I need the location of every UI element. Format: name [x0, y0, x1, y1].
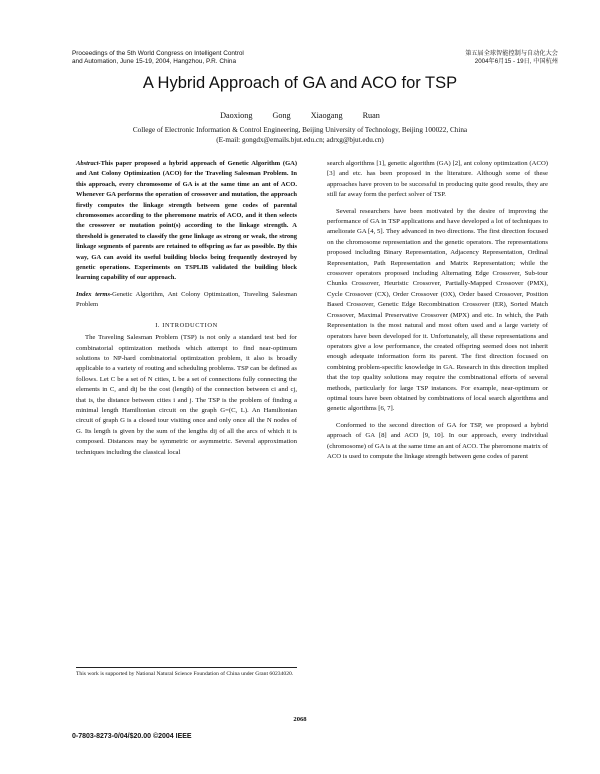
right-column [327, 159, 548, 462]
right-paragraph-2: Several researchers have been motivated by the desire of improving the performance of GA in TSP applications and have developed a lot of techniques to ameliorate GA [4, 5]. They advanced in two directions. The first direction focused on the chromosome representation and the genetic operators. The representations proposed including Binary Representation, Adjacency Representation, Ordinal Representation, Path Representation and Matrix Representation; while the crossover operators proposed including Alternating Edge Crossover, Sub-tour Chunks Crossover, Heuristic Crossover, Partially-Mapped Crossover (PMX), Cycle Crossover (CX), Order Crossover (OX), Order based Crossover, Position Based Crossover, Genetic Edge Recombination Crossover (ER), Sorted Match Crossover, Maximal Preservative Crossover (MPX) and etc. In which, the Path Representation is the most natural and most often used and a large variety of operators have been developed for it. Unfortunately, all these representations and operators give a low performance, the created offspring seemed does not inherit enough adequate information form its parent. The first direction focused on combining problem-specific knowledge in GA. Research in this direction implied that the top quality solutions may require the combinational efforts of several methods, particularly for large TSP instances. For example, near-optimum or optimal tours have been obtained by combinations of local search algorithms and genetic algorithms [6, 7]. [327, 207, 548, 413]
abstract [76, 159, 297, 284]
emails: (E-mail: gongdx@emails.bjut.edu.cn; adrxg@bjut.edu.cn) [216, 136, 384, 144]
index-terms-text: Genetic Algorithm, Ant Colony Optimization, Traveling Salesman Problem [76, 290, 297, 309]
page-number: 2068 [293, 716, 307, 723]
affiliation-block [0, 125, 600, 145]
abstract-text: This paper proposed a hybrid approach of Genetic Algorithm (GA) and Ant Colony Optimization (ACO) for the Traveling Salesman Problem. In this approach, every chromosome of GA is at the same time an ant of ACO. Whenever GA performs the operation of crossover and mutation, the approach firstly computes the linkage strength between gene codes of parental chromosomes according to the pheromone matrix of ACO, and it then selects the crossover or mutation point(s) according to the linkage strength. A threshold is generated to classify the gene linkage as strong or weak, the strong linkage segments of parents are retained to offspring as far as possible. By this way, GA can avoid its useful building blocks being frequently destroyed by genetic operations. Experiments on TSPLIB validated the building block learning capability of our approach. [76, 160, 297, 282]
index-terms [76, 290, 297, 311]
authors: Daoxiong Gong Xiaogang Ruan [220, 111, 380, 120]
abstract-lead: Abstract- [76, 160, 101, 167]
conference-header-line1: Proceedings of the 5th World Congress on Intelligent Control [72, 50, 244, 57]
conference-header-chinese-line2: 2004年6月15 - 19日, 中国杭州 [474, 58, 558, 65]
section-heading-introduction: I. INTRODUCTION [155, 321, 218, 329]
conference-header-chinese [448, 50, 558, 66]
footnote: This work is supported by National Natural Science Foundation of China under Grant 60234020. [76, 667, 297, 679]
affiliation: College of Electronic Information & Control Engineering, Beijing University of Technology, Beijing 100022, China [132, 126, 468, 134]
conference-header-line2: and Automation, June 15-19, 2004, Hangzhou, P.R. China [72, 58, 237, 65]
paper-title: A Hybrid Approach of GA and ACO for TSP [142, 74, 458, 92]
conference-header [72, 50, 312, 66]
right-paragraph-3: Conformed to the second direction of GA for TSP, we proposed a hybrid approach of GA [8] and ACO [9, 10]. In our approach, every individual (chromosome) of GA is at the same time an ant of ACO. The pheromone matrix of ACO is used to compute the linkage strength between gene codes of parent [327, 421, 548, 460]
right-paragraph-1: search algorithms [1], genetic algorithm (GA) [2], ant colony optimization (ACO) [3] and etc. has been proposed in the literature. Although some of these approaches have proven to be successful in producing quite good results, they are still far away form the perfect solver of TSP. [327, 160, 548, 199]
intro-paragraph-1: The Traveling Salesman Problem (TSP) is not only a standard test bed for combinatorial optimization methods which attempt to find near-optimum solutions to NP-hard combinatorial optimization problem, it also is broadly applicable to a variety of routing and scheduling problems. TSP can be defined as follows. Let C be a set of N cities, L be a set of connections fully connecting the elements in C, and dij be the cost (length) of the connection between ci and cj, that is, the distance between cities i and j. The TSP is the problem of finding a minimal length Hamiltonian circuit on the graph G=(C, L). An Hamiltonian circuit of graph G is a closed tour visiting once and only once all the N nodes of G. Its length is given by the sum of the lengths dij of all the arcs of which it is composed. Distances may be symmetric or asymmetric. Several approximation techniques including the classical local [76, 334, 297, 456]
left-column [76, 159, 297, 458]
conference-header-chinese-line1: 第五届全球智能控制与自动化大会 [465, 50, 558, 57]
index-terms-lead: Index terms- [76, 290, 113, 298]
isbn-copyright: 0-7803-8273-0/04/$20.00 ©2004 IEEE [72, 733, 192, 740]
